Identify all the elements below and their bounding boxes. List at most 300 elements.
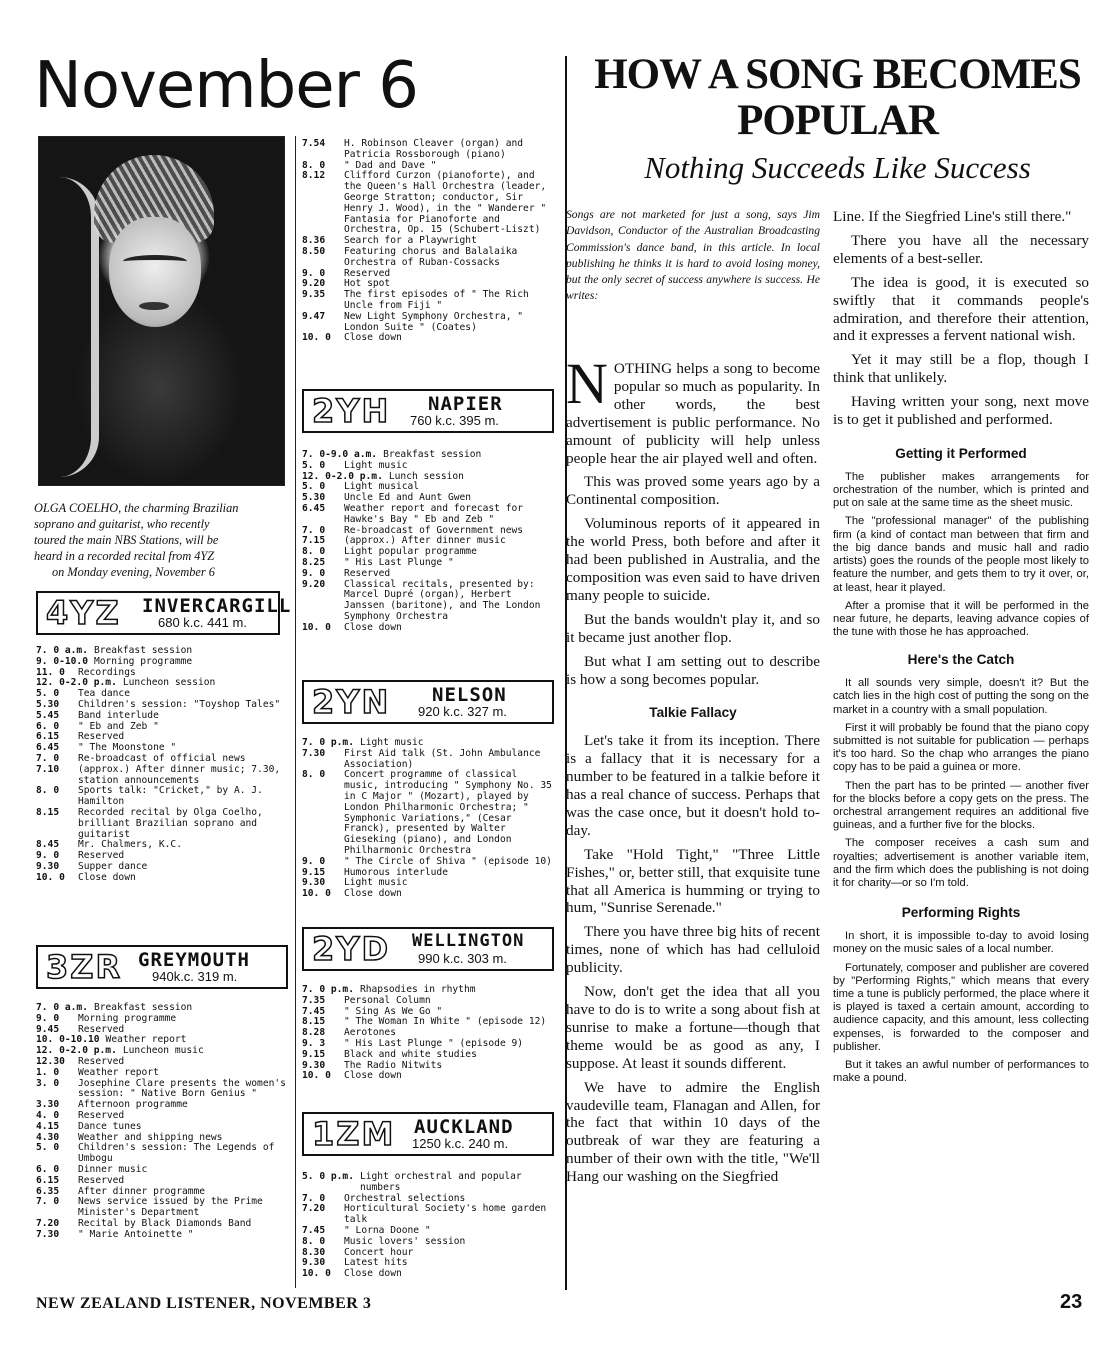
portrait-photo bbox=[38, 136, 285, 486]
program-title: Re-broadcast of Government news bbox=[344, 524, 524, 536]
paragraph: The idea is good, it is executed so swiftly that it commands people's admiration, and therefore their attention, and it expresses a fervent national wish. bbox=[833, 273, 1089, 345]
program-title: Light popular programme bbox=[344, 546, 477, 558]
program-title: New Light Symphony Orchestra, " London Suite " (Coates) bbox=[344, 310, 529, 333]
station-frequency: 680 k.c. 441 m. bbox=[158, 615, 247, 630]
program-title: Luncheon session bbox=[122, 677, 216, 689]
program-title: " The Woman In White " (episode 12) bbox=[344, 1016, 547, 1028]
article-title bbox=[580, 52, 1095, 144]
program-time: 7. 0 bbox=[36, 1196, 60, 1208]
program-title: Concert programme of classical music, introducing " Symphony No. 35 in C Major " (Mozart), played by London Philharmonic Orchestra; " Symphonic Variations," (Cesar Franck), presented by Walter Gieseking (piano), and London Philharmonic Orchestra bbox=[344, 769, 558, 856]
program-time: 10. 0 bbox=[302, 621, 331, 633]
program-time: 1. 0 bbox=[36, 1066, 60, 1078]
program-title: Hot spot bbox=[344, 278, 391, 290]
station-header-4yz bbox=[36, 591, 292, 635]
program-entry bbox=[302, 889, 556, 900]
program-entry bbox=[302, 857, 556, 868]
program-list-2yn bbox=[302, 738, 556, 900]
program-time: 9.30 bbox=[36, 860, 60, 872]
paragraph: But what I am setting out to describe is how a song becomes popular. bbox=[566, 652, 820, 688]
article-column-1 bbox=[566, 351, 820, 1192]
program-entry bbox=[36, 808, 288, 840]
program-list-2yh bbox=[302, 450, 556, 634]
station-header-3zr bbox=[36, 945, 288, 989]
program-time: 9. 0 bbox=[36, 1012, 60, 1024]
program-entry bbox=[302, 312, 556, 334]
program-time: 7. 0-9.0 a.m. bbox=[302, 449, 378, 460]
station-call-sign: 1ZM bbox=[312, 1115, 396, 1153]
program-title: Uncle Ed and Aunt Gwen bbox=[344, 492, 472, 504]
program-title: Close down bbox=[344, 1070, 402, 1082]
paragraph: But the bands wouldn't play it, and so it became just another flop. bbox=[566, 610, 820, 646]
program-time: 9.15 bbox=[302, 1048, 326, 1060]
program-entry bbox=[36, 1111, 288, 1122]
program-entry bbox=[36, 1197, 288, 1219]
program-time: 12. 0-2.0 p.m. bbox=[302, 470, 383, 482]
program-entry bbox=[302, 580, 556, 623]
program-time: 5. 0 bbox=[36, 1142, 60, 1154]
program-time: 7.35 bbox=[302, 994, 326, 1006]
station-city: WELLINGTON bbox=[412, 931, 525, 951]
program-time: 9.35 bbox=[302, 289, 326, 301]
program-entry bbox=[36, 711, 288, 722]
program-title: Children's session: "Toyshop Tales" bbox=[78, 698, 281, 710]
program-entry bbox=[36, 1165, 288, 1176]
program-time: 8. 0 bbox=[302, 769, 326, 781]
program-entry bbox=[36, 1014, 288, 1025]
program-title: Search for a Playwright bbox=[344, 235, 477, 247]
paragraph: It all sounds very simple, doesn't it? But the catch lies in the high cost of putting the song on the market in a country with a small population. bbox=[833, 677, 1089, 716]
paragraph: Yet it may still be a flop, though I think that unlikely. bbox=[833, 351, 1089, 387]
date-heading: November 6 bbox=[34, 49, 418, 123]
program-entry bbox=[302, 1172, 556, 1194]
drop-cap: N bbox=[566, 351, 608, 416]
program-time: 10. 0-10.10 bbox=[36, 1034, 100, 1046]
program-time: 3. 0 bbox=[36, 1077, 60, 1089]
program-time: 8.36 bbox=[302, 235, 326, 247]
program-title: " His Last Plunge " (episode 9) bbox=[344, 1037, 524, 1049]
program-title: (approx.) After dinner music bbox=[344, 535, 506, 547]
program-title: Light musical bbox=[344, 481, 420, 493]
program-title: Close down bbox=[344, 621, 402, 633]
program-title: Weather report and forecast for Hawke's Bay " Eb and Zeb " bbox=[344, 502, 529, 525]
program-title: Weather report bbox=[78, 1066, 159, 1078]
program-time: 9. 0-10.0 bbox=[36, 655, 88, 667]
page-number: 23 bbox=[1060, 1291, 1083, 1313]
program-entry bbox=[302, 461, 556, 472]
program-title: Afternoon programme bbox=[78, 1099, 188, 1111]
program-title: Personal Column bbox=[344, 994, 431, 1006]
program-title: Light orchestral and popular numbers bbox=[359, 1171, 528, 1193]
program-entry bbox=[302, 1061, 556, 1072]
program-time: 9.20 bbox=[302, 578, 326, 590]
program-entry bbox=[302, 472, 556, 483]
paragraph: We have to admire the English vaudeville team, Flanagan and Allen, for the fact that within 10 days of the outbreak of war they are featuring a number of their own with the title, "We'll Hang our washing on the Siegfried bbox=[566, 1078, 820, 1186]
paragraph: In short, it is impossible to-day to avoid losing money on the music sales of a local number. bbox=[833, 930, 1089, 956]
program-entry bbox=[36, 862, 288, 873]
program-time: 5.45 bbox=[36, 709, 60, 721]
program-title: News service issued by the Prime Minister's Department bbox=[78, 1196, 269, 1219]
paragraph: Then the part has to be printed — another fiver for the blocks before a copy gets on the press. The orchestral arrangement requires an additional five guineas, and a further five for the blocks. bbox=[833, 779, 1089, 832]
program-time: 9.47 bbox=[302, 310, 326, 322]
caption-line: soprano and guitarist, who recently bbox=[34, 517, 210, 531]
section-heading: Here's the Catch bbox=[907, 652, 1015, 668]
program-title: Luncheon music bbox=[122, 1045, 204, 1057]
program-time: 8.45 bbox=[36, 839, 60, 851]
program-title: Horticultural Society's home garden talk bbox=[344, 1203, 552, 1226]
program-title: Supper dance bbox=[78, 860, 148, 872]
program-title: Weather report bbox=[105, 1034, 187, 1046]
program-entry bbox=[302, 868, 556, 879]
program-time: 9. 0 bbox=[36, 850, 60, 862]
station-city: GREYMOUTH bbox=[138, 949, 250, 971]
program-entry bbox=[302, 333, 556, 344]
program-title: Recordings bbox=[78, 666, 136, 678]
program-time: 5. 0 p.m. bbox=[302, 1171, 354, 1182]
program-entry bbox=[36, 678, 288, 689]
program-title: Lunch session bbox=[388, 470, 464, 482]
program-title: Concert hour bbox=[344, 1246, 414, 1258]
paragraph: There you have all the necessary elements of a best-seller. bbox=[833, 231, 1089, 267]
program-time: 9.30 bbox=[302, 1257, 326, 1269]
program-title: Rhapsodies in rhythm bbox=[359, 984, 476, 995]
station-header-2yn bbox=[302, 680, 554, 724]
program-title: Breakfast session bbox=[383, 449, 482, 460]
station-city: INVERCARGILL bbox=[142, 595, 292, 617]
program-entry bbox=[36, 786, 288, 808]
program-time: 7. 0 p.m. bbox=[302, 737, 354, 748]
paragraph: There you have three big hits of recent times, none of which has had celluloid publicity. bbox=[566, 923, 820, 977]
station-call-sign: 3ZR bbox=[46, 948, 123, 986]
program-title: Band interlude bbox=[78, 709, 159, 721]
program-title: Music lovers' session bbox=[344, 1235, 466, 1247]
program-title: Reserved bbox=[78, 731, 125, 743]
paragraph: OTHING helps a song to become popular so much as popularity. In other words, the best advertisement is public performance. No amount of publicity will help unless people hear the air played well and often. bbox=[566, 360, 820, 467]
program-time: 7.30 bbox=[302, 747, 326, 759]
program-entry bbox=[36, 1057, 288, 1068]
program-entry bbox=[302, 749, 556, 771]
station-frequency: 1250 k.c. 240 m. bbox=[412, 1136, 509, 1151]
program-title: Latest hits bbox=[344, 1257, 408, 1269]
program-entry bbox=[302, 1071, 556, 1082]
station-call-sign: 2YD bbox=[312, 930, 390, 968]
program-time: 4. 0 bbox=[36, 1109, 60, 1121]
program-time: 4.30 bbox=[36, 1131, 60, 1143]
program-time: 9.15 bbox=[302, 866, 326, 878]
program-entry bbox=[36, 700, 288, 711]
program-entry bbox=[302, 1258, 556, 1269]
program-time: 10. 0 bbox=[302, 1070, 331, 1082]
program-list-4yz bbox=[36, 646, 288, 884]
program-time: 6. 0 bbox=[36, 1163, 60, 1175]
program-title: Morning programme bbox=[78, 1012, 177, 1024]
program-title: Black and white studies bbox=[344, 1048, 477, 1060]
program-title: Close down bbox=[344, 1268, 402, 1280]
program-entry bbox=[302, 290, 556, 312]
program-entry bbox=[302, 247, 556, 269]
program-entry bbox=[36, 1100, 288, 1111]
program-title: H. Robinson Cleaver (organ) and Patricia Rossborough (piano) bbox=[344, 138, 529, 160]
program-time: 6.15 bbox=[36, 731, 60, 743]
station-header-2yh bbox=[302, 389, 554, 433]
program-entry bbox=[302, 996, 556, 1007]
program-time: 10. 0 bbox=[302, 1268, 331, 1280]
program-entry bbox=[36, 1230, 288, 1241]
program-time: 9. 3 bbox=[302, 1037, 326, 1049]
article-column-2 bbox=[833, 208, 1089, 1090]
program-title: " Sing As We Go " bbox=[344, 1005, 443, 1017]
paragraph: The composer receives a cash sum and royalties; advertisement is another variable item, and the firm which does the publishing is not doing it for charity—or so I'm told. bbox=[833, 837, 1089, 890]
program-time: 8. 0 bbox=[302, 546, 326, 558]
program-time: 8.28 bbox=[302, 1027, 326, 1039]
program-list-3zr bbox=[36, 1002, 292, 1241]
program-time: 7.45 bbox=[302, 1005, 326, 1017]
caption-line: toured the main NBS Stations, will be bbox=[34, 533, 219, 547]
program-entry bbox=[302, 1050, 556, 1061]
paragraph: The "professional manager" of the publishing firm (a kind of contact man between that firm and the big dance bands and music hall and radio artists) goes the rounds of the people most likely to feature the number, and gets them to try it over, or, at least, hear it played. bbox=[833, 515, 1089, 594]
caption-line: OLGA COELHO, the charming Brazilian bbox=[34, 501, 239, 515]
program-title: " The Circle of Shiva " (episode 10) bbox=[344, 855, 552, 867]
program-time: 8.30 bbox=[302, 1246, 326, 1258]
program-entry bbox=[36, 873, 288, 884]
program-title: Recital by Black Diamonds Band bbox=[78, 1217, 252, 1229]
paragraph: But it takes an awful number of performances to make a pound. bbox=[833, 1059, 1089, 1085]
program-time: 12. 0-2.0 p.m. bbox=[36, 1045, 117, 1057]
program-title: " Dad and Dave " bbox=[344, 159, 437, 171]
program-time: 12.30 bbox=[36, 1055, 65, 1067]
program-time: 7. 0 bbox=[302, 1192, 326, 1204]
program-title: " His Last Plunge " bbox=[344, 556, 454, 568]
program-title: Reserved bbox=[78, 1023, 125, 1035]
program-entry bbox=[36, 1176, 288, 1187]
program-title: Sports talk: "Cricket," by A. J. Hamilton bbox=[78, 785, 269, 808]
program-time: 7.20 bbox=[302, 1203, 326, 1215]
program-entry bbox=[36, 1122, 288, 1133]
program-title: Reserved bbox=[78, 1174, 125, 1186]
station-call-sign: 4YZ bbox=[46, 594, 121, 632]
program-title: Children's session: The Legends of Umbogu bbox=[78, 1142, 281, 1165]
program-entry bbox=[302, 1017, 556, 1028]
paragraph: Now, don't get the idea that all you have to do is to write a song about fish at sunrise to make a fortune—though that theme would be as good as any, I suppose. At least it sounds different. bbox=[566, 983, 820, 1072]
program-title: Breakfast session bbox=[93, 1002, 193, 1013]
paragraph: Take "Hold Tight," "Three Little Fishes," or, better still, that exquisite tune that all America is humming or trying to hum, "Sunrise Serenade." bbox=[566, 845, 820, 917]
program-title: Reserved bbox=[344, 567, 391, 579]
program-entry bbox=[36, 851, 288, 862]
photo-caption bbox=[34, 500, 288, 580]
program-title: Josephine Clare presents the women's session: " Native Born Genius " bbox=[78, 1077, 292, 1100]
station-frequency: 940k.c. 319 m. bbox=[152, 969, 238, 984]
program-title: (approx.) After dinner music; 7.30, station announcements bbox=[78, 763, 286, 786]
program-title: Morning programme bbox=[93, 655, 193, 667]
paragraph: Having written your song, next move is to get it published and performed. bbox=[833, 393, 1089, 429]
program-time: 8. 0 bbox=[302, 159, 326, 171]
paragraph: Line. If the Siegfried Line's still there." bbox=[833, 208, 1072, 225]
program-title: Recorded recital by Olga Coelho, brilliant Brazilian soprano and guitarist bbox=[78, 806, 269, 840]
paragraph: The publisher makes arrangements for orchestration of the number, which is printed and put on sale at the same time as the sheet music. bbox=[833, 470, 1089, 510]
program-time: 5.30 bbox=[302, 492, 326, 504]
program-time: 5.30 bbox=[36, 698, 60, 710]
program-entry bbox=[302, 171, 556, 236]
program-title: Reserved bbox=[78, 850, 125, 862]
program-time: 7.54 bbox=[302, 138, 326, 149]
program-list-2yd bbox=[302, 985, 556, 1082]
program-title: Breakfast session bbox=[93, 645, 193, 656]
program-entry bbox=[302, 450, 556, 461]
program-time: 6. 0 bbox=[36, 720, 60, 732]
program-entry bbox=[302, 569, 556, 580]
program-entry bbox=[36, 1068, 288, 1079]
footer-publication: NEW ZEALAND LISTENER, NOVEMBER 3 bbox=[36, 1295, 372, 1312]
program-title: Classical recitals, presented by: Marcel Dupré (organ), Herbert Janssen (baritone), and The London Symphony Orchestra bbox=[344, 578, 547, 622]
program-time: 8.12 bbox=[302, 170, 326, 182]
article-subtitle: Nothing Succeeds Like Success bbox=[644, 150, 1031, 185]
station-frequency: 760 k.c. 395 m. bbox=[410, 413, 499, 428]
program-title: After dinner programme bbox=[78, 1185, 206, 1197]
article-intro: Songs are not marketed for just a song, says Jim Davidson, Conductor of the Australian Broadcasting Commission's dance band, in this article. In local publishing he thinks it is hard to avoid losing money, but the only secret of success anywhere is success. He writes: bbox=[566, 208, 820, 303]
program-entry bbox=[36, 1143, 288, 1165]
program-time: 5. 0 bbox=[302, 459, 326, 471]
program-time: 3.30 bbox=[36, 1099, 60, 1111]
program-time: 5. 0 bbox=[36, 688, 60, 700]
program-time: 6.45 bbox=[302, 502, 326, 514]
paragraph: First it will probably be found that the piano copy submitted is not suitable for publication — perhaps it's too hard. So the chap who arranges the piano copy has to be paid a guinea or more. bbox=[833, 721, 1089, 774]
program-time: 7. 0 p.m. bbox=[302, 984, 354, 995]
program-title: Orchestral selections bbox=[344, 1192, 466, 1204]
paragraph: Let's take it from its inception. There is a fallacy that it is necessary for a number to be featured in a talkie before it has a real chance of success. Perhaps that was the case once, but it doesn't hold to-day. bbox=[566, 732, 820, 839]
program-time: 10. 0 bbox=[302, 888, 331, 900]
column-divider bbox=[295, 136, 296, 1288]
program-title: " Eb and Zeb " bbox=[78, 720, 159, 732]
program-title: The first episodes of " The Rich Uncle from Fiji " bbox=[344, 289, 535, 311]
program-title: " The Moonstone " bbox=[78, 742, 177, 754]
article-title-line: POPULAR bbox=[737, 97, 938, 144]
program-time: 8.15 bbox=[302, 1016, 326, 1028]
station-city: NAPIER bbox=[428, 393, 503, 415]
program-time: 7.15 bbox=[302, 535, 326, 547]
program-title: Light music bbox=[344, 877, 408, 889]
program-time: 9.20 bbox=[302, 278, 326, 290]
program-title: Aerotones bbox=[344, 1027, 396, 1039]
program-title: Reserved bbox=[78, 1109, 125, 1121]
program-title: Mr. Chalmers, K.C. bbox=[78, 839, 182, 851]
program-entry bbox=[36, 657, 288, 668]
program-time: 9. 0 bbox=[302, 567, 326, 579]
program-time: 7.10 bbox=[36, 763, 60, 775]
program-title: Clifford Curzon (pianoforte), and the Queen's Hall Orchestra (leader, George Stratton; conductor, Sir Henry J. Wood), in the " Wanderer " Fantasia for Pianoforte and Orchestra, Op. 15 (Schubert-Liszt) bbox=[344, 170, 552, 236]
station-frequency: 920 k.c. 327 m. bbox=[418, 704, 507, 719]
program-time: 9.45 bbox=[36, 1023, 60, 1035]
program-time: 8.50 bbox=[302, 245, 326, 257]
program-title: Re-broadcast of official news bbox=[78, 752, 246, 764]
paragraph: This was proved some years ago by a Continental composition. bbox=[566, 473, 820, 509]
program-title: Dance tunes bbox=[78, 1120, 142, 1132]
program-title: The Radio Nitwits bbox=[344, 1059, 443, 1071]
section-heading: Getting it Performed bbox=[895, 445, 1027, 461]
program-entry bbox=[302, 1237, 556, 1248]
program-title: Close down bbox=[344, 332, 402, 344]
program-time: 10. 0 bbox=[302, 332, 331, 344]
program-time: 12. 0-2.0 p.m. bbox=[36, 677, 117, 689]
program-time: 9.30 bbox=[302, 1059, 326, 1071]
program-time: 9.30 bbox=[302, 877, 326, 889]
program-entry bbox=[36, 765, 288, 787]
station-header-2yd bbox=[302, 927, 554, 971]
program-title: " Marie Antoinette " bbox=[78, 1228, 194, 1240]
program-time: 9. 0 bbox=[302, 855, 326, 867]
program-title: Humorous interlude bbox=[344, 866, 448, 878]
program-entry bbox=[302, 558, 556, 569]
program-title: Close down bbox=[344, 888, 402, 900]
program-entry bbox=[302, 269, 556, 280]
program-time: 5. 0 bbox=[302, 481, 326, 493]
program-title: Close down bbox=[78, 871, 136, 883]
program-entry bbox=[36, 1077, 292, 1101]
program-entry bbox=[302, 1248, 556, 1259]
program-list-1zm bbox=[302, 1172, 556, 1280]
program-time: 6.45 bbox=[36, 742, 60, 754]
program-title: First Aid talk (St. John Ambulance Association) bbox=[344, 747, 547, 770]
caption-line: on Monday evening, November 6 bbox=[52, 565, 215, 579]
program-time: 7. 0 bbox=[36, 752, 60, 764]
station-header-1zm bbox=[302, 1112, 554, 1156]
program-title: Weather and shipping news bbox=[78, 1131, 223, 1143]
program-entry bbox=[302, 1269, 556, 1280]
program-entry bbox=[302, 139, 556, 161]
program-entry bbox=[36, 1046, 288, 1057]
paragraph: Voluminous reports of it appeared in the world Press, both before and after it had been published in Australia, and the composition was even said to have driven many people to suicide. bbox=[566, 515, 820, 604]
program-time: 9. 0 bbox=[302, 267, 326, 279]
paragraph: Fortunately, composer and publisher are covered by "Performing Rights," which means that every time a tune is publicly performed, the place where it is played is taxed a certain amount, according to audience capacity, and this amount, less collecting expenses, is forwarded to the composer and publisher. bbox=[833, 961, 1089, 1053]
program-time: 7. 0 a.m. bbox=[36, 645, 88, 656]
program-time: 8. 0 bbox=[302, 1235, 326, 1247]
program-time: 7.45 bbox=[302, 1224, 326, 1236]
program-time: 8.15 bbox=[36, 806, 60, 818]
program-title: Featuring chorus and Balalaika Orchestra of Ruban-Cossacks bbox=[344, 245, 524, 268]
program-time: 6.15 bbox=[36, 1174, 60, 1186]
program-list-continued bbox=[302, 139, 556, 344]
program-time: 7. 0 bbox=[302, 524, 326, 536]
station-call-sign: 2YN bbox=[312, 683, 391, 721]
article-title-line: HOW A SONG BECOMES bbox=[594, 51, 1081, 98]
program-title: Light music bbox=[344, 459, 408, 471]
program-entry bbox=[302, 878, 556, 889]
station-city: AUCKLAND bbox=[414, 1116, 514, 1138]
program-entry bbox=[302, 1204, 556, 1226]
program-title: Tea dance bbox=[78, 688, 130, 700]
program-title: Reserved bbox=[344, 267, 391, 279]
program-entry bbox=[302, 770, 556, 856]
program-time: 7.20 bbox=[36, 1217, 60, 1229]
program-time: 10. 0 bbox=[36, 871, 65, 883]
program-time: 6.35 bbox=[36, 1185, 60, 1197]
program-entry bbox=[36, 722, 288, 733]
program-title: Light music bbox=[359, 737, 424, 748]
station-city: NELSON bbox=[432, 684, 507, 706]
caption-line: heard in a recorded recital from 4YZ bbox=[34, 549, 215, 563]
program-time: 8.25 bbox=[302, 556, 326, 568]
station-frequency: 990 k.c. 303 m. bbox=[418, 951, 507, 966]
program-time: 11. 0 bbox=[36, 666, 65, 678]
program-entry bbox=[302, 504, 556, 526]
program-title: Reserved bbox=[78, 1055, 125, 1067]
program-title: Dinner music bbox=[78, 1163, 148, 1175]
program-entry bbox=[302, 623, 556, 634]
paragraph: After a promise that it will be performed in the near future, he departs, leaving advance copies of the tune with those he has approached. bbox=[833, 599, 1089, 639]
program-entry bbox=[36, 840, 288, 851]
program-time: 4.15 bbox=[36, 1120, 60, 1132]
program-time: 7. 0 a.m. bbox=[36, 1002, 88, 1013]
program-time: 7.30 bbox=[36, 1228, 60, 1240]
section-heading: Performing Rights bbox=[901, 905, 1021, 921]
